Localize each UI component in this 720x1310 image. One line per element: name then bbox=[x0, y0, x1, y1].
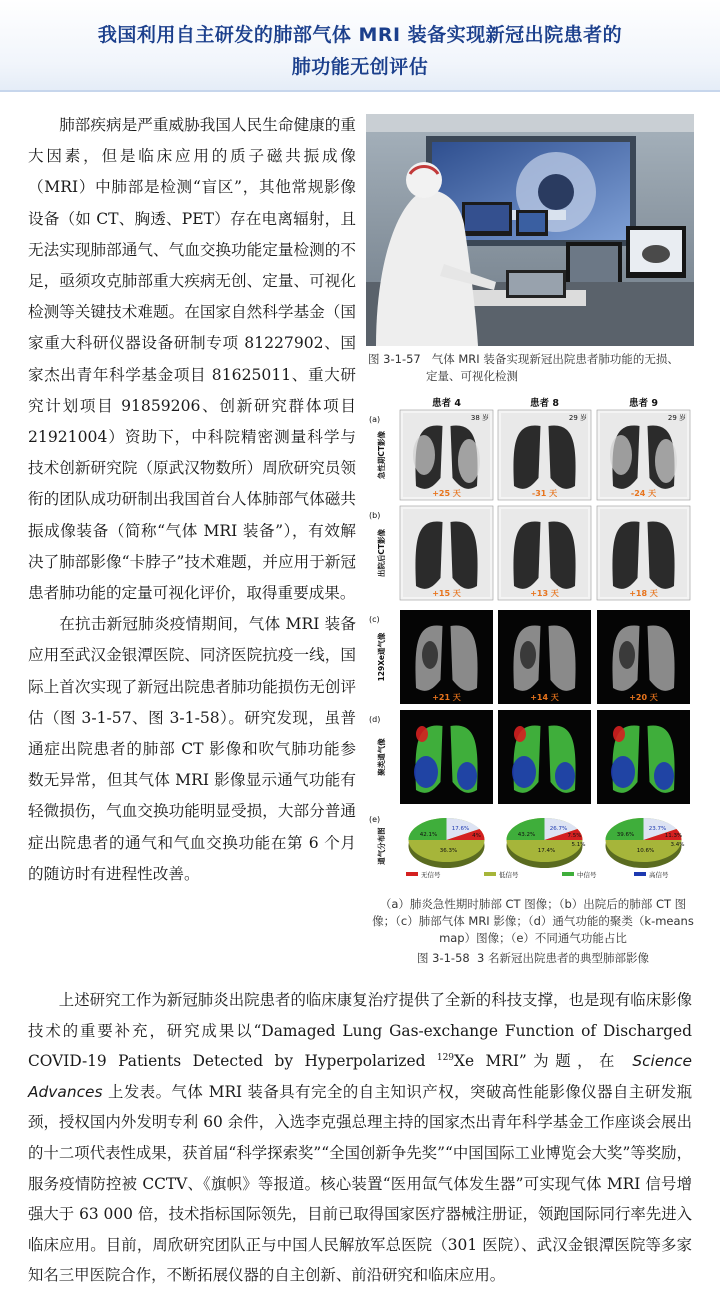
bottom-text-part3: 上发表。气体 MRI 装备具有完全的自主知识产权，突破高性能影像仪器自主研发瓶颈，授权国内外发明专利 60 余件，入选李克强总理主持的国家杰出青年科学基金工作座谈会展出的十二项代表性成果，获首届“科学探索奖”“全国创新争先奖”“中国国际工业博览会大奖”等奖励，服务疫情防控被 CCTV、《旗帜》等报道。核心装置“医用氙气体发生器”可实现气体 MRI 信号增强大于 63 000 倍，技术指标国际领先，目前已取得国家医疗器械注册证，领跑国际同行率先进入临床应用。目前，周欣研究团队正与中国人民解放军总医院（301 医院）、武汉金银潭医院等多家知名三甲医院合作，不断拓展仪器的自主创新、前沿研究和临床应用。 bbox=[28, 1082, 692, 1285]
mri-frame bbox=[498, 610, 591, 704]
patient-age: 29 岁 bbox=[568, 414, 587, 422]
opacity-left bbox=[413, 435, 435, 475]
figure-57-number: 图 3-1-57 bbox=[368, 352, 421, 366]
bottom-text bbox=[28, 985, 692, 1291]
pie-label-green: 42.1% bbox=[419, 832, 438, 838]
row-label: 聚类通气像 bbox=[377, 738, 386, 776]
cluster-frame bbox=[498, 710, 591, 804]
days-label: +25 天 bbox=[432, 489, 461, 498]
figure-57-caption-line2: 定量、可视化检测 bbox=[426, 369, 518, 383]
paragraph-1: 肺部疾病是严重威胁我国人民生命健康的重大因素，但是临床应用的质子磁共振成像（MRI）中肺部是检测“盲区”，其他常规影像设备（如 CT、胸透、PET）存在电离辐射，且无法实现肺部通气、气血交换功能定量检测的不足，亟须攻克肺部重大疾病无创、定量、可视化检测等关键技术难题。在国家自然科学基金（国家重大科研仪器设备研制专项 81227902、国家杰出青年科学基金项目 81625011、重大研究计划项目 91859206、创新研究群体项目 21921004）资助下，中科院精密测量科学与技术创新研究院（原武汉物数所）周欣研究员领衔的团队成功研制出我国首台人体肺部气体磁共振成像装备（简称“气体 MRI 装备”），有效解决了肺部影像“卡脖子”技术难题，并应用于新冠患者肺功能的定量可视化评价，取得重要成果。 bbox=[28, 116, 356, 603]
cluster-blue-right bbox=[457, 762, 477, 790]
patient-age: 29 岁 bbox=[667, 414, 686, 422]
panel-letter: (d) bbox=[369, 715, 381, 724]
legend-label: 低信号 bbox=[499, 871, 519, 879]
pie-label-green: 43.2% bbox=[517, 832, 536, 838]
pie-label-red: 11.3% bbox=[664, 833, 683, 839]
pie-label-red: 4% bbox=[472, 833, 481, 839]
cluster-frame bbox=[597, 710, 690, 804]
pie-label-olive: 10.6% bbox=[636, 848, 655, 854]
days-label: +15 天 bbox=[432, 589, 461, 598]
cluster-blue-left bbox=[414, 756, 438, 788]
xe-superscript: 129 bbox=[436, 1053, 455, 1064]
pie-label-blue: 17.6% bbox=[451, 826, 470, 832]
title-band bbox=[0, 0, 720, 92]
mri-frame bbox=[597, 610, 690, 704]
pie-label-extra: 3.4% bbox=[670, 842, 685, 848]
pie-label-olive: 17.4% bbox=[537, 848, 556, 854]
panel-letter: (b) bbox=[369, 511, 381, 520]
row-label: 通气分布图 bbox=[377, 827, 386, 865]
bottom-paragraph bbox=[28, 985, 692, 1291]
panel-letter: (e) bbox=[369, 815, 381, 824]
days-label: +13 天 bbox=[530, 589, 559, 598]
opacity-right bbox=[458, 439, 480, 483]
cluster-red bbox=[613, 726, 625, 742]
panel-letter: (a) bbox=[369, 415, 381, 424]
days-label: +21 天 bbox=[432, 693, 461, 702]
pie-label-extra: 5.1% bbox=[571, 842, 586, 848]
left-column-text bbox=[28, 110, 356, 890]
legend-swatch bbox=[634, 872, 646, 876]
journal-name: Science Advances bbox=[28, 1052, 692, 1101]
mri-frame bbox=[400, 610, 493, 704]
bottom-text-part2: Xe MRI”为题，在 bbox=[454, 1052, 633, 1071]
patient-label: 患者 9 bbox=[629, 398, 658, 409]
legend-label: 中信号 bbox=[577, 871, 597, 879]
row-label: 急性期CT影像 bbox=[377, 430, 386, 480]
figure-58-subcaption: （a）肺炎急性期时肺部 CT 图像；（b）出院后的肺部 CT 图像；（c）肺部气体 MRI 影像；（d）通气功能的聚类（k-means map）图像；（e）不同通气功能占比 bbox=[372, 897, 694, 945]
legend-swatch bbox=[484, 872, 496, 876]
page-title-line2: 肺功能无创评估 bbox=[291, 56, 429, 78]
pie-label-blue: 26.7% bbox=[549, 826, 568, 832]
days-label: -31 天 bbox=[531, 489, 558, 498]
cluster-red bbox=[416, 726, 428, 742]
cluster-blue-right bbox=[555, 762, 575, 790]
days-label: +14 天 bbox=[530, 693, 559, 702]
cluster-frame bbox=[400, 710, 493, 804]
figure-58-caption bbox=[370, 950, 696, 967]
patient-age: 38 岁 bbox=[470, 414, 489, 422]
row-label: 129Xe通气像 bbox=[377, 632, 386, 682]
figure-58-title: 3 名新冠出院患者的典型肺部影像 bbox=[477, 951, 650, 965]
mri-lab-photo bbox=[366, 114, 694, 346]
mri-lab-illustration bbox=[366, 114, 694, 346]
days-label: +18 天 bbox=[629, 589, 658, 598]
pie-label-red: 7.5% bbox=[567, 833, 582, 839]
figure-58-composite bbox=[366, 396, 696, 886]
figure-57-caption bbox=[368, 351, 698, 385]
mri-defect bbox=[422, 641, 438, 669]
legend-label: 高信号 bbox=[649, 871, 669, 879]
mri-defect bbox=[619, 641, 635, 669]
opacity-right bbox=[655, 439, 677, 483]
opacity-left bbox=[610, 435, 632, 475]
lung-image-grid bbox=[366, 396, 696, 886]
cluster-red bbox=[514, 726, 526, 742]
patient-label: 患者 4 bbox=[432, 398, 461, 409]
days-label: -24 天 bbox=[630, 489, 657, 498]
patient-label: 患者 8 bbox=[530, 398, 559, 409]
pie-label-olive: 36.3% bbox=[439, 848, 458, 854]
legend-swatch bbox=[562, 872, 574, 876]
cluster-blue-right bbox=[654, 762, 674, 790]
legend-label: 无信号 bbox=[421, 871, 441, 879]
mri-defect bbox=[520, 641, 536, 669]
page-title-line1: 我国利用自主研发的肺部气体 MRI 装备实现新冠出院患者的 bbox=[97, 24, 623, 46]
legend-swatch bbox=[406, 872, 418, 876]
cluster-blue-left bbox=[512, 756, 536, 788]
cluster-blue-left bbox=[611, 756, 635, 788]
pie-label-blue: 23.7% bbox=[648, 826, 667, 832]
days-label: +20 天 bbox=[629, 693, 658, 702]
paragraph-2: 在抗击新冠肺炎疫情期间，气体 MRI 装备应用至武汉金银潭医院、同济医院抗疫一线，国际上首次实现了新冠出院患者肺功能损伤无创评估（图 3-1-57、图 3-1-58）。研究发现，虽普通症出院患者的肺部 CT 影像和吹气肺功能参数无异常，但其气体 MRI 影像显示通气功能有轻微损伤，气血交换功能明显受损，大部分普通症出院患者的通气和气血交换功能在第 6 个月的随访时有进程性改善。 bbox=[28, 615, 356, 883]
figure-57-caption-line1: 气体 MRI 装备实现新冠出院患者肺功能的无损、 bbox=[431, 352, 679, 366]
row-label: 出院后CT影像 bbox=[377, 528, 386, 578]
pie-label-green: 39.6% bbox=[616, 832, 635, 838]
bottom-text-part1: 上述研究工作为新冠肺炎出院患者的临床康复治疗提供了全新的科技支撑，也是现有临床影像技术的重要补充，研究成果以“Damaged Lung Gas-exchange Function of Discharged COVID-19 Patients Detected by Hyperpolarized bbox=[28, 991, 692, 1071]
figure-58-number: 图 3-1-58 bbox=[416, 951, 470, 965]
panel-letter: (c) bbox=[369, 615, 380, 624]
